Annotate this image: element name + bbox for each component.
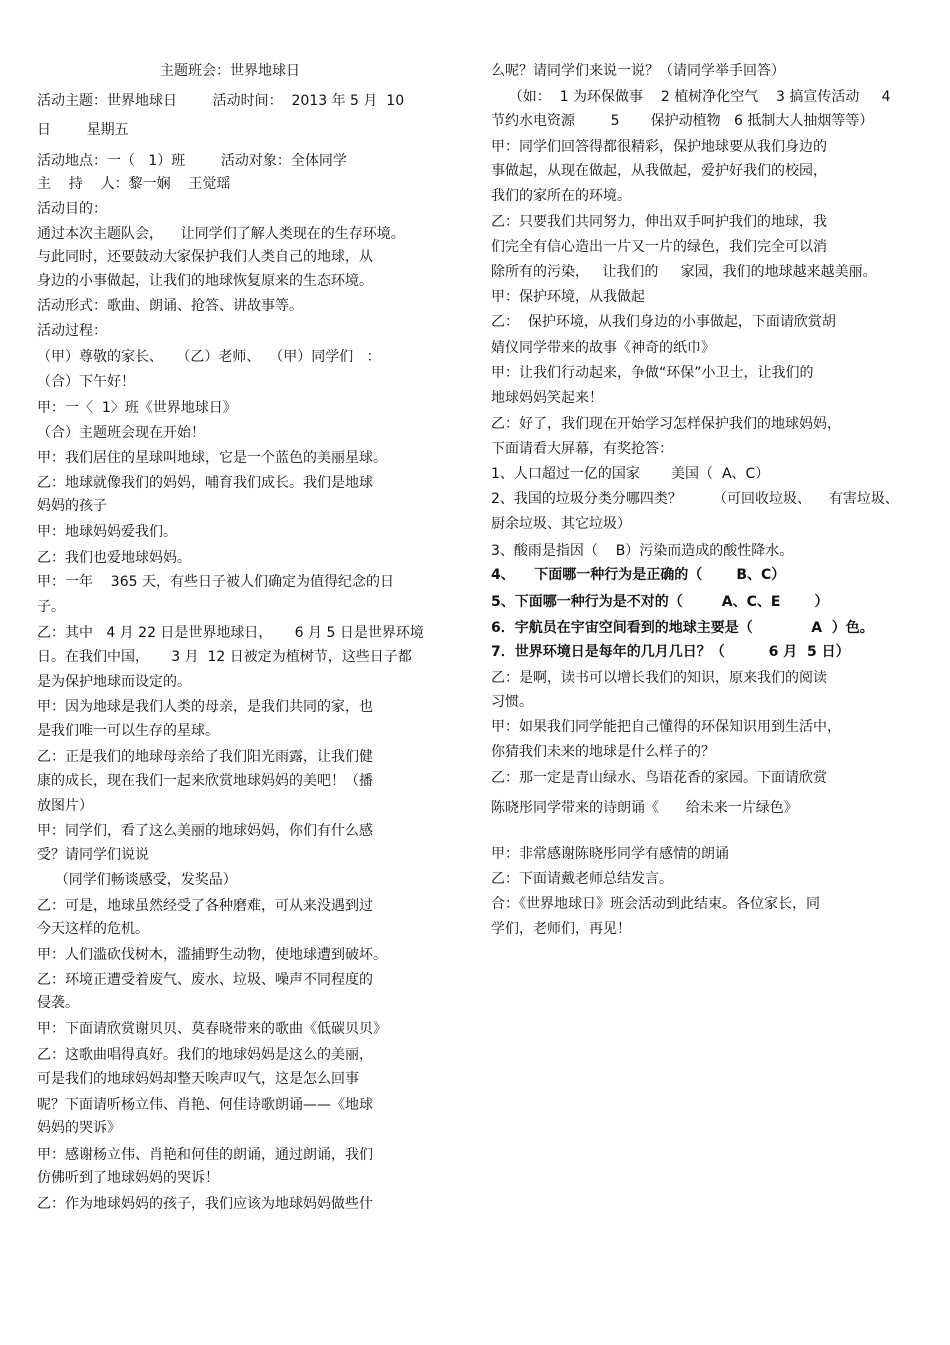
text-line: 4、 下面哪一种行为是正确的（ B、C） [491,567,786,583]
text-line: （合）主题班会现在开始！ [37,425,205,441]
text-line: 婧仪同学带来的故事《神奇的纸巾》 [491,340,715,356]
text-line: 甲：非常感谢陈晓彤同学有感情的朗诵 [491,846,729,862]
text-line: 节约水电资源 5 保护动植物 6 抵制大人抽烟等等） [491,113,874,129]
text-line: 2、我国的垃圾分类分哪四类？ （可回收垃圾、 有害垃圾、 [491,491,899,507]
text-line: 乙：环境正遭受着废气、废水、垃圾、噪声不同程度的 [37,972,373,988]
text-line: 日。在我们中国， 3 月 12 日被定为植树节，这些日子都 [37,649,412,665]
text-line: 受？请同学们说说 [37,847,149,863]
text-line: 甲：同学们，看了这么美丽的地球妈妈，你们有什么感 [37,823,373,839]
text-line: 活动地点：一（ 1）班 活动对象：全体同学 [37,153,347,169]
text-line: 除所有的污染， 让我们的 家园，我们的地球越来越美丽。 [491,264,877,280]
text-line: 妈妈的孩子 [37,498,107,514]
text-line: 甲：如果我们同学能把自己懂得的环保知识用到生活中， [491,719,841,735]
text-line: 们完全有信心造出一片又一片的绿色，我们完全可以消 [491,239,827,255]
text-line: 事做起，从现在做起，从我做起，爱护好我们的校园， [491,163,827,179]
text-line: 甲：同学们回答得都很精彩，保护地球要从我们身边的 [491,139,827,155]
text-line: 我们的家所在的环境。 [491,188,631,204]
text-line: 活动目的： [37,201,107,217]
text-line: 厨余垃圾、其它垃圾） [491,516,631,532]
text-line: 甲：下面请欣赏谢贝贝、莫春晓带来的歌曲《低碳贝贝》 [37,1021,387,1037]
text-line: 与此同时，还要鼓动大家保护我们人类自己的地球，从 [37,249,373,265]
text-line: 乙：可是，地球虽然经受了各种磨难，可从来没遇到过 [37,898,373,914]
text-line: 陈晓彤同学带来的诗朗诵《 给未来一片绿色》 [491,800,798,816]
text-line: 通过本次主题队会， 让同学们了解人类现在的生存环境。 [37,226,405,242]
text-line: 1、人口超过一亿的国家 美国（ A、C） [491,466,770,482]
text-line: 学们，老师们，再见！ [491,921,631,937]
text-line: 乙：好了，我们现在开始学习怎样保护我们的地球妈妈， [491,416,841,432]
text-line: 甲：地球妈妈爱我们。 [37,524,177,540]
text-line: 甲：人们滥砍伐树木，滥捕野生动物，使地球遭到破坏。 [37,947,387,963]
text-line: （合）下午好！ [37,374,135,390]
text-line: 你猜我们未来的地球是什么样子的？ [491,744,715,760]
text-line: （同学们畅谈感受，发奖品） [37,872,237,888]
text-line: 康的成长，现在我们一起来欣赏地球妈妈的美吧！（播 [37,773,373,789]
text-line: 乙：下面请戴老师总结发言。 [491,871,673,887]
text-line: 乙：这歌曲唱得真好。我们的地球妈妈是这么的美丽， [37,1047,373,1063]
text-line: 下面请看大屏幕，有奖抢答： [491,441,673,457]
text-line: 今天这样的危机。 [37,921,149,937]
text-line: 主 持 人：黎一娴 王觉瑶 [37,176,231,192]
text-line: 习惯。 [491,694,533,710]
text-line: 日 星期五 [37,122,129,138]
text-line: 活动形式：歌曲、朗诵、抢答、讲故事等。 [37,298,303,314]
text-line: 呢？下面请听杨立伟、肖艳、何佳诗歌朗诵——《地球 [37,1097,373,1113]
text-line: （甲）尊敬的家长、 （乙）老师、 （甲）同学们 ： [37,349,381,365]
text-line: 甲：因为地球是我们人类的母亲，是我们共同的家，也 [37,699,373,715]
text-line: 甲：让我们行动起来，争做“环保”小卫士，让我们的 [491,365,814,381]
text-line: 乙：只要我们共同努力，伸出双手呵护我们的地球，我 [491,214,827,230]
text-line: 是我们唯一可以生存的星球。 [37,723,219,739]
text-line: 乙：地球就像我们的妈妈，哺育我们成长。我们是地球 [37,475,373,491]
text-line: 乙：正是我们的地球母亲给了我们阳光雨露，让我们健 [37,749,373,765]
text-line: 5、下面哪一种行为是不对的（ A、C、E ） [491,594,829,610]
text-line: 乙：那一定是青山绿水、鸟语花香的家园。下面请欣赏 [491,770,827,786]
text-line: 甲：一〈 1〉班《世界地球日》 [37,400,237,416]
text-line: （如： 1 为环保做事 2 植树净化空气 3 搞宣传活动 4 [491,89,891,105]
text-line: 甲：我们居住的星球叫地球，它是一个蓝色的美丽星球。 [37,450,387,466]
text-line: 活动过程： [37,323,107,339]
page-title: 主题班会：世界地球日 [160,63,300,79]
text-line: 6．宇航员在宇宙空间看到的地球主要是（ A ）色。 [491,620,874,636]
text-line: 妈妈的哭诉》 [37,1120,121,1136]
text-line: 是为保护地球而设定的。 [37,674,191,690]
text-line: 子。 [37,599,65,615]
text-line: 地球妈妈笑起来！ [491,390,603,406]
text-line: 身边的小事做起，让我们的地球恢复原来的生态环境。 [37,273,373,289]
text-line: 7．世界环境日是每年的几月几日？（ 6 月 5 日） [491,644,850,660]
text-line: 乙：是啊，读书可以增长我们的知识，原来我们的阅读 [491,670,827,686]
text-line: 放图片） [37,798,93,814]
text-line: 可是我们的地球妈妈却整天唉声叹气，这是怎么回事 [37,1071,359,1087]
text-line: 乙： 保护环境，从我们身边的小事做起，下面请欣赏胡 [491,314,836,330]
text-line: 乙：作为地球妈妈的孩子，我们应该为地球妈妈做些什 [37,1196,373,1212]
text-line: 甲：感谢杨立伟、肖艳和何佳的朗诵，通过朗诵，我们 [37,1147,373,1163]
text-line: 么呢？请同学们来说一说？（请同学举手回答） [491,63,785,79]
text-line: 甲：一年 365 天，有些日子被人们确定为值得纪念的日 [37,574,394,590]
text-line: 乙：其中 4 月 22 日是世界地球日， 6 月 5 日是世界环境 [37,625,424,641]
text-line: 活动主题：世界地球日 活动时间： 2013 年 5 月 10 [37,93,405,109]
text-line: 3、酸雨是指因（ B）污染而造成的酸性降水。 [491,543,794,559]
text-line: 合：《世界地球日》班会活动到此结束。各位家长，同 [491,896,820,912]
text-line: 仿佛听到了地球妈妈的哭诉！ [37,1170,219,1186]
text-line: 乙：我们也爱地球妈妈。 [37,550,191,566]
text-line: 侵袭。 [37,995,79,1011]
text-line: 甲：保护环境，从我做起 [491,289,645,305]
